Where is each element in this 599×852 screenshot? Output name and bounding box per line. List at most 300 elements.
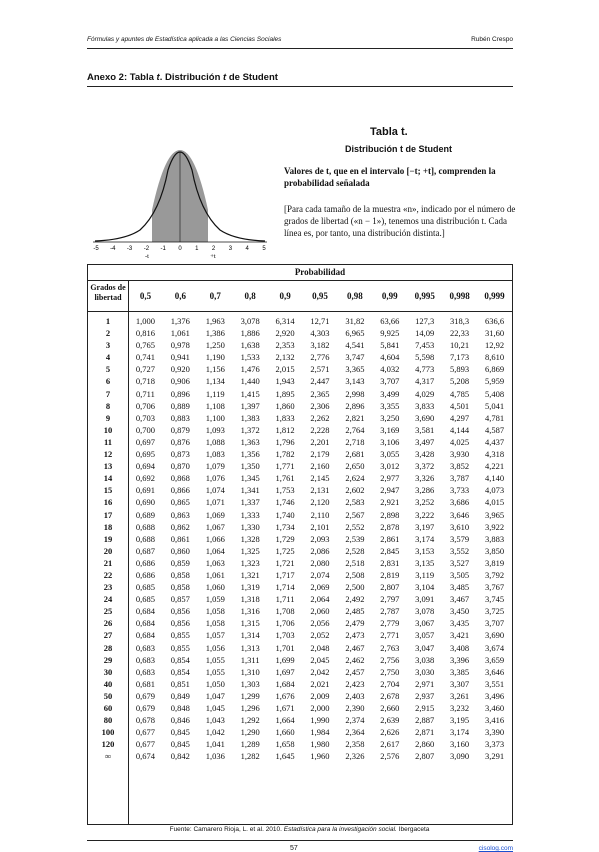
- value-cell: 2,831: [380, 557, 400, 568]
- df-cell: 22: [103, 569, 113, 580]
- value-cell: 1,963: [205, 316, 225, 326]
- value-cell: 1,061: [170, 328, 190, 339]
- df-cell: 15: [103, 485, 113, 496]
- value-cell: 2,756: [380, 654, 400, 665]
- value-cell: 1,313: [240, 642, 260, 653]
- value-cell: 6,314: [275, 316, 295, 326]
- value-cell: 4,318: [484, 449, 505, 460]
- value-cell: 0,889: [170, 400, 190, 411]
- table-description: [Para cada tamaño de la muestra «n», indicado por el número de grados de libertad («n − 1»), tenemos una distribución t. Cada línea es, por tanto, una distribución distinta.]: [284, 204, 516, 238]
- x-tick-label: 1: [195, 246, 199, 252]
- value-cell: 3,057: [415, 630, 435, 641]
- value-cell: 14,09: [415, 328, 435, 339]
- table-row: [88, 545, 512, 557]
- value-cell: 0,920: [170, 364, 190, 375]
- value-cell: 0,679: [135, 690, 156, 701]
- value-cell: 2,508: [345, 569, 365, 580]
- df-cell: 40: [103, 678, 113, 689]
- value-cell: 1,684: [275, 678, 295, 689]
- value-cell: 2,009: [310, 690, 330, 701]
- value-cell: 2,326: [345, 751, 365, 762]
- footnote-book: Estadística para la investigación social.: [283, 826, 397, 833]
- value-cell: 3,408: [450, 642, 470, 653]
- value-cell: 3,291: [484, 751, 505, 762]
- value-cell: 0,687: [135, 545, 156, 556]
- value-cell: 1,328: [240, 533, 260, 544]
- value-cell: 2,048: [310, 642, 330, 653]
- df-cell: 60: [103, 703, 113, 713]
- value-cell: 3,286: [415, 485, 435, 496]
- value-cell: 1,440: [240, 376, 260, 387]
- value-cell: 3,686: [450, 497, 470, 508]
- value-cell: 3,365: [345, 364, 365, 375]
- value-cell: 1,083: [205, 449, 225, 460]
- probability-column-header: 0,5: [139, 291, 152, 301]
- probability-column-header: 0,9: [279, 291, 291, 301]
- value-cell: 3,421: [450, 630, 470, 641]
- value-cell: 3,674: [484, 642, 505, 653]
- value-cell: 3,659: [484, 654, 505, 665]
- value-cell: 3,119: [415, 569, 435, 580]
- value-cell: 1,706: [275, 618, 295, 629]
- value-cell: 3,232: [450, 703, 470, 713]
- df-cell: 2: [105, 328, 111, 339]
- value-cell: 2,021: [310, 678, 330, 689]
- value-cell: 2,937: [415, 690, 435, 701]
- df-cell: 21: [103, 557, 113, 568]
- table-row: [88, 339, 512, 351]
- value-cell: 1,782: [275, 449, 295, 460]
- value-cell: 1,296: [240, 703, 260, 713]
- table-row: [88, 593, 512, 605]
- value-cell: 1,061: [205, 569, 225, 580]
- value-cell: 1,703: [275, 630, 295, 641]
- value-cell: 636,6: [484, 316, 505, 326]
- value-cell: 3,435: [450, 618, 470, 629]
- value-cell: 3,385: [450, 666, 470, 677]
- x-tick-label: -1: [160, 246, 166, 252]
- value-cell: 0,876: [170, 436, 190, 447]
- value-cell: 2,947: [380, 485, 400, 496]
- value-cell: 2,878: [380, 521, 400, 532]
- value-cell: 3,222: [415, 509, 435, 520]
- value-cell: 1,350: [240, 461, 260, 472]
- value-cell: 4,501: [450, 400, 470, 411]
- value-cell: 2,576: [380, 751, 400, 762]
- value-cell: 1,060: [205, 582, 225, 593]
- value-cell: 3,078: [240, 316, 260, 326]
- value-cell: 2,539: [345, 533, 365, 544]
- value-cell: 2,776: [310, 352, 330, 363]
- df-cell: 12: [103, 449, 113, 460]
- header-book-title: Fórmulas y apuntes de Estadística aplicada a las Ciencias Sociales: [87, 36, 282, 43]
- value-cell: 2,626: [380, 727, 400, 738]
- value-cell: 2,374: [345, 715, 365, 726]
- value-cell: 1,356: [240, 449, 260, 460]
- website-link[interactable]: cisolog.com: [478, 845, 513, 852]
- value-cell: 1,746: [275, 497, 295, 508]
- value-cell: 0,862: [170, 521, 190, 532]
- value-cell: 2,064: [310, 594, 330, 605]
- df-cell: 18: [103, 521, 113, 532]
- value-cell: 0,711: [136, 388, 155, 399]
- value-cell: 6,965: [345, 328, 365, 339]
- value-cell: 4,297: [450, 412, 470, 423]
- value-cell: 3,733: [450, 485, 470, 496]
- value-cell: 4,541: [345, 340, 365, 351]
- value-cell: 3,551: [484, 678, 505, 689]
- value-cell: 12,92: [484, 340, 505, 351]
- value-cell: 4,781: [484, 412, 505, 423]
- value-cell: 2,552: [345, 521, 365, 532]
- value-cell: 1,310: [240, 666, 260, 677]
- value-cell: 1,056: [205, 642, 225, 653]
- value-cell: 3,091: [415, 594, 435, 605]
- table-subtitle: Distribución t de Student: [345, 144, 452, 154]
- value-cell: 0,694: [135, 461, 156, 472]
- value-cell: 2,353: [275, 340, 295, 351]
- value-cell: 2,977: [380, 473, 400, 484]
- value-cell: 2,015: [275, 364, 295, 375]
- df-cell: 17: [103, 509, 113, 520]
- value-cell: 2,042: [310, 666, 330, 677]
- value-cell: 1,319: [240, 582, 260, 593]
- probability-column-header: 0,995: [414, 291, 435, 301]
- value-cell: 1,860: [275, 400, 295, 411]
- value-cell: 3,505: [450, 569, 470, 580]
- page-number: 57: [290, 845, 298, 852]
- value-cell: 2,403: [345, 690, 365, 701]
- value-cell: 3,307: [450, 678, 470, 689]
- value-cell: 1,250: [205, 340, 225, 351]
- df-cell: ∞: [104, 751, 112, 762]
- value-cell: 1,734: [275, 521, 295, 532]
- value-cell: 0,703: [135, 412, 156, 423]
- value-cell: 2,364: [345, 727, 365, 738]
- value-cell: 1,372: [240, 424, 260, 435]
- value-cell: 1,079: [205, 461, 225, 472]
- value-cell: 1,318: [240, 594, 260, 605]
- value-cell: 1,476: [240, 364, 260, 375]
- value-cell: 1,415: [240, 388, 260, 399]
- value-cell: 3,581: [415, 424, 435, 435]
- value-cell: 2,704: [380, 678, 400, 689]
- table-row: [88, 617, 512, 629]
- value-cell: 127,3: [415, 316, 435, 326]
- value-cell: 3,745: [484, 594, 505, 605]
- df-cell: 9: [105, 412, 111, 423]
- table-row: [88, 412, 512, 424]
- value-cell: 1,980: [310, 739, 330, 750]
- value-cell: 2,131: [310, 485, 330, 496]
- value-cell: 3,460: [484, 703, 505, 713]
- footer-rule: [87, 840, 513, 841]
- value-cell: 5,041: [484, 400, 505, 411]
- value-cell: 1,055: [205, 654, 225, 665]
- value-cell: 5,959: [484, 376, 505, 387]
- value-cell: 3,767: [484, 582, 505, 593]
- value-cell: 2,624: [345, 473, 365, 484]
- value-cell: 5,841: [380, 340, 400, 351]
- value-cell: 2,447: [310, 376, 330, 387]
- df-cell: 3: [105, 340, 111, 351]
- value-cell: 1,943: [275, 376, 295, 387]
- value-cell: 1,067: [205, 521, 225, 532]
- value-cell: 3,390: [484, 727, 505, 738]
- probability-column-header: 0,98: [347, 291, 363, 301]
- value-cell: 2,365: [310, 388, 330, 399]
- value-cell: 3,833: [415, 400, 435, 411]
- df-cell: 11: [103, 436, 113, 447]
- value-cell: 2,861: [380, 533, 400, 544]
- value-cell: 0,677: [135, 727, 156, 738]
- table-row: [88, 581, 512, 593]
- value-cell: 0,683: [135, 666, 156, 677]
- value-cell: 2,639: [380, 715, 400, 726]
- value-cell: 1,074: [205, 485, 225, 496]
- df-cell: 14: [103, 473, 113, 484]
- value-cell: 3,850: [484, 545, 505, 556]
- df-cell: 19: [103, 533, 113, 544]
- value-cell: 3,195: [450, 715, 470, 726]
- t-distribution-table: [87, 264, 513, 825]
- value-cell: 2,060: [310, 606, 330, 617]
- value-cell: 0,741: [135, 352, 156, 363]
- value-cell: 2,750: [380, 666, 400, 677]
- probability-columns: [128, 281, 512, 311]
- value-cell: 1,323: [240, 557, 260, 568]
- table-row: [88, 690, 512, 702]
- value-cell: 1,337: [240, 497, 260, 508]
- value-cell: 1,533: [240, 352, 260, 363]
- value-cell: 0,718: [135, 376, 156, 387]
- table-row: [88, 400, 512, 412]
- value-cell: 0,863: [170, 509, 190, 520]
- value-cell: 1,886: [240, 328, 260, 339]
- value-cell: 0,765: [135, 340, 156, 351]
- value-cell: 1,325: [240, 545, 260, 556]
- value-cell: 1,316: [240, 606, 260, 617]
- value-cell: 2,779: [380, 618, 400, 629]
- value-cell: 0,857: [170, 594, 190, 605]
- value-cell: 3,372: [415, 461, 435, 472]
- value-cell: 2,771: [380, 630, 400, 641]
- value-cell: 2,110: [310, 509, 330, 520]
- value-cell: 3,610: [450, 521, 470, 532]
- footnote-prefix: Fuente: Camarero Rioja, L. et al. 2010.: [169, 826, 282, 833]
- value-cell: 1,058: [205, 618, 225, 629]
- value-cell: 1,664: [275, 715, 295, 726]
- value-cell: 22,33: [450, 328, 470, 339]
- probability-column-header: 0,999: [484, 291, 505, 301]
- value-cell: 3,416: [484, 715, 505, 726]
- value-cell: 2,681: [345, 449, 365, 460]
- value-cell: 0,854: [170, 666, 190, 677]
- value-cell: 2,764: [345, 424, 365, 435]
- value-cell: 1,047: [205, 690, 225, 701]
- table-row: [88, 375, 512, 387]
- value-cell: 3,930: [450, 449, 470, 460]
- value-cell: 0,854: [170, 654, 190, 665]
- value-cell: 1,059: [205, 594, 225, 605]
- value-cell: 2,528: [345, 545, 365, 556]
- probability-column-header: 0,8: [244, 291, 256, 301]
- value-cell: 0,855: [170, 642, 190, 653]
- table-row: [88, 472, 512, 484]
- value-cell: 0,856: [170, 618, 190, 629]
- value-cell: 0,690: [135, 497, 156, 508]
- value-cell: 3,485: [450, 582, 470, 593]
- value-cell: 1,697: [275, 666, 295, 677]
- value-cell: 0,686: [135, 569, 156, 580]
- x-tick-label: 4: [245, 246, 249, 252]
- value-cell: 2,423: [345, 678, 365, 689]
- value-cell: 4,015: [484, 497, 505, 508]
- value-cell: 1,036: [205, 751, 225, 762]
- value-cell: 2,306: [310, 400, 330, 411]
- value-cell: 2,045: [310, 654, 330, 665]
- value-cell: 5,208: [450, 376, 470, 387]
- value-cell: 0,679: [135, 703, 156, 713]
- value-cell: 3,965: [484, 509, 505, 520]
- value-cell: 1,729: [275, 533, 295, 544]
- footnote-suffix: Ibergaceta: [398, 826, 430, 833]
- value-cell: 1,386: [205, 328, 225, 339]
- value-cell: 2,718: [345, 436, 365, 447]
- value-cell: 4,221: [484, 461, 505, 472]
- value-cell: 1,676: [275, 690, 295, 701]
- value-cell: 1,314: [240, 630, 260, 641]
- value-cell: 2,120: [310, 497, 330, 508]
- value-cell: 2,492: [345, 594, 365, 605]
- value-cell: 3,030: [415, 666, 435, 677]
- value-cell: 1,042: [205, 727, 225, 738]
- df-cell: 30: [103, 666, 113, 677]
- value-cell: 1,076: [205, 473, 225, 484]
- value-cell: 2,518: [345, 557, 365, 568]
- value-cell: 1,771: [275, 461, 295, 472]
- value-cell: 2,101: [310, 521, 330, 532]
- value-cell: 2,898: [380, 509, 400, 520]
- value-cell: 1,088: [205, 436, 225, 447]
- value-cell: 0,941: [170, 352, 190, 363]
- value-cell: 2,074: [310, 569, 330, 580]
- table-row: [88, 509, 512, 521]
- value-cell: 2,971: [415, 678, 435, 689]
- df-cell: 50: [103, 690, 113, 701]
- value-cell: 0,691: [135, 485, 156, 496]
- value-cell: 1,041: [205, 739, 225, 750]
- value-cell: 5,598: [415, 352, 435, 363]
- value-cell: 3,922: [484, 521, 505, 532]
- value-cell: 1,057: [205, 630, 225, 641]
- value-cell: 3,182: [310, 340, 330, 351]
- value-cell: 1,990: [310, 715, 330, 726]
- value-cell: 3,067: [415, 618, 435, 629]
- value-cell: 0,848: [170, 703, 190, 713]
- value-cell: 0,681: [135, 678, 156, 689]
- value-cell: 3,428: [415, 449, 435, 460]
- value-cell: 4,025: [450, 436, 470, 447]
- value-cell: 2,583: [345, 497, 365, 508]
- value-cell: 4,029: [415, 388, 435, 399]
- value-cell: 3,690: [484, 630, 505, 641]
- value-cell: 3,883: [484, 533, 505, 544]
- table-row: [88, 678, 512, 690]
- value-cell: 3,104: [415, 582, 435, 593]
- value-cell: 1,397: [240, 400, 260, 411]
- section-t2: t: [223, 72, 227, 83]
- section-mid: . Distribución: [159, 72, 221, 83]
- value-cell: 0,684: [135, 630, 156, 641]
- table-row: [88, 629, 512, 641]
- df-cell: 10: [103, 424, 113, 435]
- header-rule: [87, 48, 513, 49]
- df-cell: 24: [103, 594, 113, 605]
- value-cell: 0,906: [170, 376, 190, 387]
- value-cell: 1,330: [240, 521, 260, 532]
- value-cell: 0,845: [170, 739, 190, 750]
- value-cell: 1,321: [240, 569, 260, 580]
- value-cell: 0,860: [170, 545, 190, 556]
- value-cell: 2,473: [345, 630, 365, 641]
- value-cell: 31,82: [345, 316, 365, 326]
- value-cell: 3,326: [415, 473, 435, 484]
- section-title: [87, 72, 278, 83]
- value-cell: 1,282: [240, 751, 260, 762]
- value-cell: 3,373: [484, 739, 505, 750]
- value-cell: 4,073: [484, 485, 505, 496]
- table-row: [88, 521, 512, 533]
- value-cell: 1,708: [275, 606, 295, 617]
- value-cell: 1,383: [240, 412, 260, 423]
- table-row: [88, 569, 512, 581]
- value-cell: 2,179: [310, 449, 330, 460]
- value-cell: 63,66: [380, 316, 400, 326]
- value-cell: 2,920: [275, 328, 295, 339]
- value-cell: 2,201: [310, 436, 330, 447]
- value-cell: 1,699: [275, 654, 295, 665]
- value-cell: 3,174: [415, 533, 435, 544]
- table-row: [88, 750, 512, 762]
- value-cell: 2,457: [345, 666, 365, 677]
- value-cell: 0,695: [135, 449, 156, 460]
- value-cell: 1,315: [240, 618, 260, 629]
- value-cell: 1,043: [205, 715, 225, 726]
- value-cell: 3,467: [450, 594, 470, 605]
- value-cell: 3,106: [380, 436, 400, 447]
- table-row: [88, 702, 512, 714]
- value-cell: 1,960: [310, 751, 330, 762]
- table-row: [88, 424, 512, 436]
- value-cell: 3,197: [415, 521, 435, 532]
- df-cell: 6: [105, 376, 111, 387]
- table-title: Tabla t.: [370, 126, 408, 138]
- value-cell: 7,453: [415, 340, 435, 351]
- value-cell: 3,646: [484, 666, 505, 677]
- value-cell: 3,496: [484, 690, 505, 701]
- table-row: [88, 714, 512, 726]
- value-cell: 3,047: [415, 642, 435, 653]
- probability-column-header: 0,998: [449, 291, 470, 301]
- value-cell: 0,896: [170, 388, 190, 399]
- value-cell: 0,700: [135, 424, 156, 435]
- table-row: [88, 351, 512, 363]
- value-cell: 1,119: [205, 388, 225, 399]
- df-cell: 16: [103, 497, 113, 508]
- value-cell: 3,707: [484, 618, 505, 629]
- value-cell: 0,678: [135, 715, 156, 726]
